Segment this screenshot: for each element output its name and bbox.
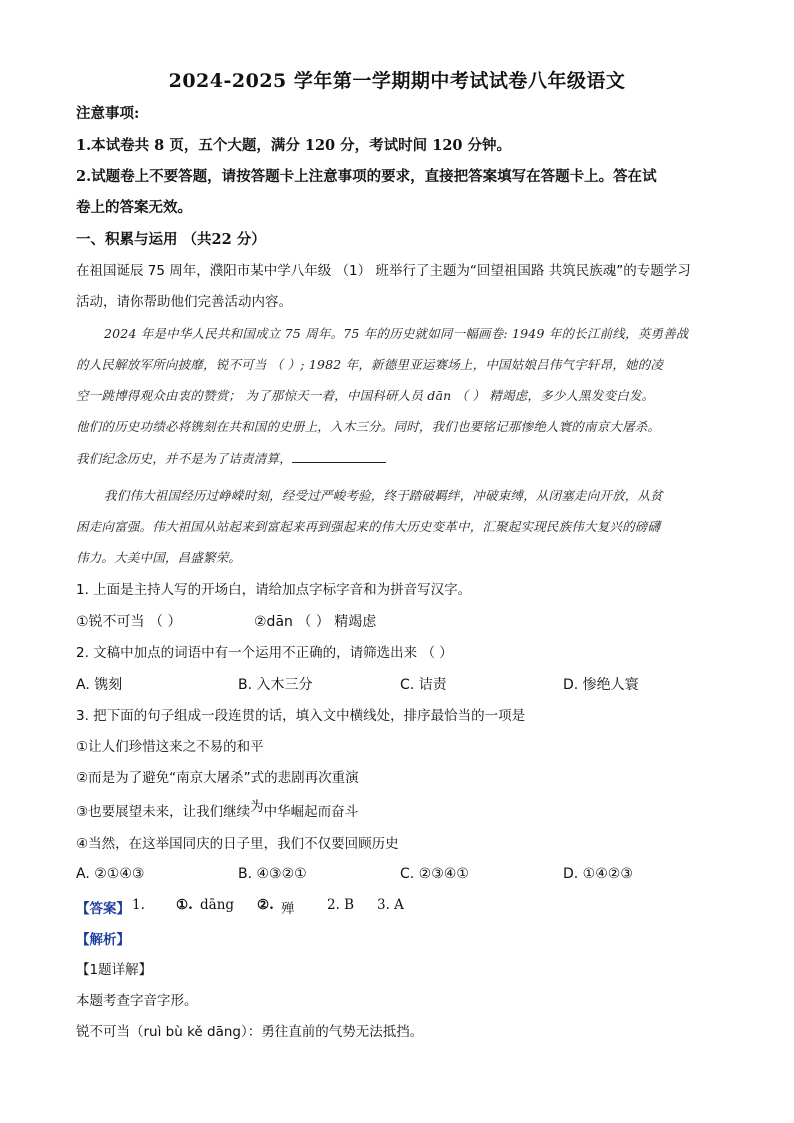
answer-label: 【答案】 [76,901,130,917]
answer-value: dāng [200,897,235,913]
passage-line: 他们的历史功绩必将镌刻在共和国的史册上，入木三分。同时，我们也要铭记那惨绝人寰的南京大屠杀。 [76,419,661,434]
passage-line: 我们伟大祖国经历过峥嵘时刻，经受过严峻考验，终于踏破羁绊，冲破束缚，从闭塞走向开放，从贫 [104,488,663,503]
answer-marker: ①. [176,897,193,913]
question-1-part-a: ①锐不可当 （ ） [76,614,182,630]
question-2-option-a: A. 镌刻 [76,677,123,693]
question-2-stem: 2. 文稿中加点的词语中有一个运用不正确的，请筛选出来 （ ） [76,645,453,661]
question-2-option-b: B. 入木三分 [238,677,313,693]
analysis-line: 本题考查字音字形。 [76,993,198,1009]
question-3-sentence-3 [76,799,359,822]
question-2-option-d: D. 惨绝人寰 [563,677,639,693]
answer-number: 1. [132,897,145,913]
passage-line-with-blank [76,448,386,469]
answer-value: 殚 [281,901,295,917]
passage-text: 我们纪念历史，并不是为了诘责清算， [76,451,292,466]
notice-item-2: 2.试题卷上不要答题，请按答题卡上注意事项的要求，直接把答案填写在答题卡上。答在试 [76,168,657,185]
passage-line: 的人民解放军所向披靡，锐不可当 （ ）; 1982 年，新德里亚运赛场上，中国姑娘吕伟气宇轩昂，她的凌 [76,357,664,372]
question-3-option-a: A. ②①④③ [76,866,145,882]
passage-line: 空一跳博得观众由衷的赞赏； 为了那惊天一着，中国科研人员 dān （ ） 精竭虑，多少人黑发变白发。 [76,388,655,403]
question-2-option-c: C. 诘责 [400,677,447,693]
question-3-stem: 3. 把下面的句子组成一段连贯的话，填入文中横线处，排序最恰当的一项是 [76,708,526,724]
answer-value: 2. B [327,897,355,913]
passage-line: 伟力。大美中国，昌盛繁荣。 [76,550,242,565]
passage-line: 困走向富强。伟大祖国从站起来到富起来再到强起来的伟大历史变革中，汇聚起实现民族伟大复兴的磅礴 [76,519,661,534]
analysis-line: 锐不可当（ruì bù kě dāng）：勇往直前的气势无法抵挡。 [76,1024,424,1040]
question-3-sentence-2: ②而是为了避免“南京大屠杀”式的悲剧再次重演 [76,770,359,786]
sentence-3-part: ③也要展望未来，让我们继续 [76,804,251,820]
answer-value: 3. A [377,897,404,913]
section-intro-cont: 活动，请你帮助他们完善活动内容。 [76,294,292,310]
question-1-part-b: ②dān （ ） 精竭虑 [254,614,377,630]
answer-marker: ②. [257,897,274,913]
question-3-sentence-4: ④当然，在这举国同庆的日子里，我们不仅要回顾历史 [76,836,399,852]
notice-item-1: 1.本试卷共 8 页，五个大题，满分 120 分，考试时间 120 分钟。 [76,137,512,154]
analysis-label: 【解析】 [76,932,130,948]
question-3-sentence-1: ①让人们珍惜这来之不易的和平 [76,739,264,755]
passage-line: 2024 年是中华人民共和国成立 75 周年。75 年的历史就如同一幅画卷: 1949 年的长江前线，英勇善战 [104,326,689,341]
analysis-detail-heading: 【1题详解】 [76,962,153,978]
question-1-stem: 1. 上面是主持人写的开场白，请给加点字标字音和为拼音写汉字。 [76,582,472,598]
page-title: 2024-2025 学年第一学期期中考试试卷八年级语文 [168,70,626,92]
fill-in-blank [292,448,386,463]
notice-item-2-cont: 卷上的答案无效。 [76,199,192,216]
notice-heading: 注意事项: [76,105,140,122]
sentence-3-part: 中华崛起而奋斗 [263,804,359,820]
sentence-3-part: 为 [250,799,264,815]
section-intro: 在祖国诞辰 75 周年，濮阳市某中学八年级 （1） 班举行了主题为“回望祖国路 共筑民族魂”的专题学习 [76,263,691,279]
section-heading: 一、积累与运用 （共22 分） [76,231,266,248]
question-3-option-d: D. ①④②③ [563,866,633,882]
question-3-option-c: C. ②③④① [400,866,469,882]
question-3-option-b: B. ④③②① [238,866,307,882]
